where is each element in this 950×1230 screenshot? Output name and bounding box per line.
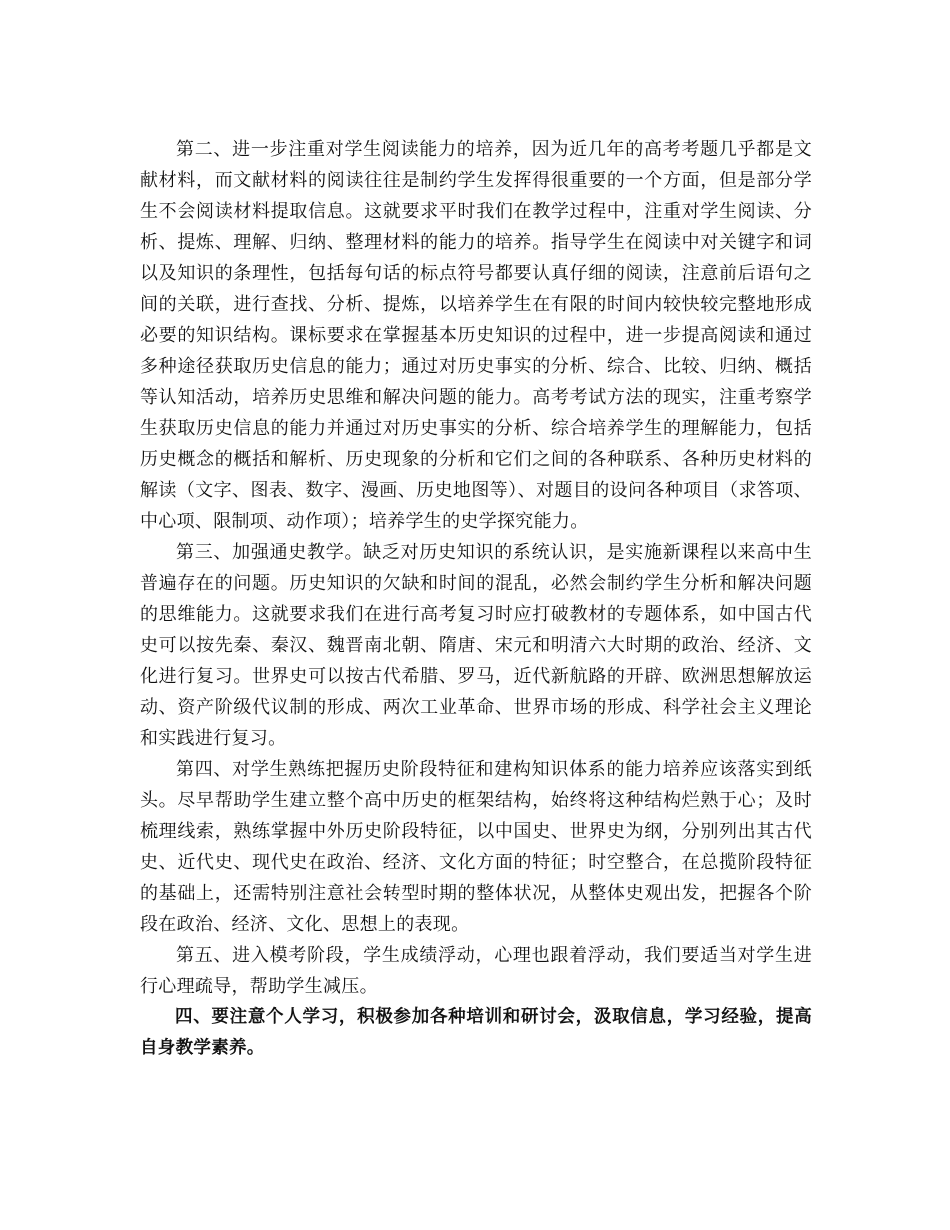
document-body — [140, 134, 812, 1064]
paragraph-reading-ability: 第二、进一步注重对学生阅读能力的培养，因为近几年的高考考题几乎都是文献材料，而文献材料的阅读往往是制约学生发挥得很重要的一个方面，但是部分学生不会阅读材料提取信息。这就要求平时我们在教学过程中，注重对学生阅读、分析、提炼、理解、归纳、整理材料的能力的培养。指导学生在阅读中对关键字和词以及知识的条理性，包括每句话的标点符号都要认真仔细的阅读，注意前后语句之间的关联，进行查找、分析、提炼，以培养学生在有限的时间内较快较完整地形成必要的知识结构。课标要求在掌握基本历史知识的过程中，进一步提高阅读和通过多种途径获取历史信息的能力；通过对历史事实的分析、综合、比较、归纳、概括等认知活动，培养历史思维和解决问题的能力。高考考试方法的现实，注重考察学生获取历史信息的能力并通过对历史事实的分析、综合培养学生的理解能力，包括历史概念的概括和解析、历史现象的分析和它们之间的各种联系、各种历史材料的解读（文字、图表、数字、漫画、历史地图等）、对题目的设问各种项目（求答项、中心项、限制项、动作项）；培养学生的史学探究能力。 — [140, 139, 812, 532]
paragraph-stage-features: 第四、对学生熟练把握历史阶段特征和建构知识体系的能力培养应该落实到纸头。尽早帮助学生建立整个高中历史的框架结构，始终将这种结构烂熟于心；及时梳理线索，熟练掌握中外历史阶段特征，以中国史、世界史为纲，分别列出其古代史、近代史、现代史在政治、经济、文化方面的特征；时空整合，在总揽阶段特征的基础上，还需特别注意社会转型时期的整体状况，从整体史观出发，把握各个阶段在政治、经济、文化、思想上的表现。 — [140, 759, 812, 935]
section-heading-personal-study: 四、要注意个人学习，积极参加各种培训和研讨会，汲取信息，学习经验，提高自身教学素养。 — [140, 1007, 812, 1058]
paragraph-general-history: 第三、加强通史教学。缺乏对历史知识的系统认识，是实施新课程以来高中生普遍存在的问题。历史知识的欠缺和时间的混乱，必然会制约学生分析和解决问题的思维能力。这就要求我们在进行高考复习时应打破教材的专题体系，如中国古代史可以按先秦、秦汉、魏晋南北朝、隋唐、宋元和明清六大时期的政治、经济、文化进行复习。世界史可以按古代希腊、罗马，近代新航路的开辟、欧洲思想解放运动、资产阶级代议制的形成、两次工业革命、世界市场的形成、科学社会主义理论和实践进行复习。 — [140, 542, 812, 749]
paragraph-mock-exam: 第五、进入模考阶段，学生成绩浮动，心理也跟着浮动，我们要适当对学生进行心理疏导，帮助学生减压。 — [140, 945, 812, 997]
